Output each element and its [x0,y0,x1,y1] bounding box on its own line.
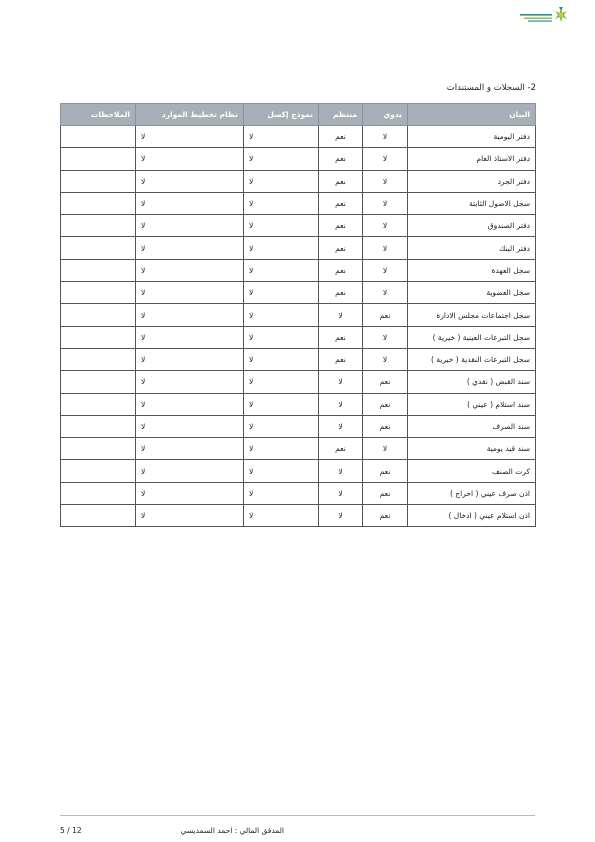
cell-regular: نعم [319,148,363,170]
footer-auditor: المدقق المالي : احمد السمديسي [180,826,284,835]
cell-notes [61,348,136,370]
cell-manual: لا [363,170,408,192]
cell-excel: لا [244,170,319,192]
cell-excel: لا [244,237,319,259]
cell-notes [61,393,136,415]
cell-regular: نعم [319,215,363,237]
cell-notes [61,148,136,170]
cell-item: سجل التبرعات العينية ( خيرية ) [408,326,536,348]
cell-erp: لا [136,326,244,348]
cell-regular: لا [319,371,363,393]
cell-item: سند قيد يومية [408,438,536,460]
cell-manual: نعم [363,304,408,326]
cell-item: سجل اجتماعات مجلس الادارة [408,304,536,326]
cell-manual: نعم [363,460,408,482]
cell-notes [61,371,136,393]
ministry-logo-icon [518,6,570,28]
cell-item: دفتر الصندوق [408,215,536,237]
cell-regular: نعم [319,192,363,214]
cell-erp: لا [136,126,244,148]
cell-item: دفتر البنك [408,237,536,259]
table-row [61,259,536,281]
table-row [61,348,536,370]
cell-item: سجل الاصول الثابتة [408,192,536,214]
cell-excel: لا [244,460,319,482]
cell-erp: لا [136,348,244,370]
table-row [61,170,536,192]
cell-manual: نعم [363,505,408,527]
table-row [61,371,536,393]
table-row [61,282,536,304]
cell-item: اذن استلام عيني ( ادخال ) [408,505,536,527]
cell-notes [61,326,136,348]
cell-excel: لا [244,482,319,504]
table-row [61,482,536,504]
cell-excel: لا [244,348,319,370]
cell-regular: لا [319,415,363,437]
cell-regular: نعم [319,170,363,192]
table-row [61,505,536,527]
cell-item: اذن صرف عيني ( اخراج ) [408,482,536,504]
table-row [61,460,536,482]
cell-manual: لا [363,438,408,460]
header-erp: نظام تخطيط الموارد [136,104,244,126]
cell-erp: لا [136,393,244,415]
cell-excel: لا [244,215,319,237]
cell-item: سند الصرف [408,415,536,437]
cell-excel: لا [244,282,319,304]
cell-regular: نعم [319,282,363,304]
header-excel: نموذج إكسل [244,104,319,126]
cell-manual: لا [363,326,408,348]
cell-excel: لا [244,148,319,170]
cell-regular: نعم [319,438,363,460]
header-manual: يدوي [363,104,408,126]
table-row [61,237,536,259]
table-row [61,326,536,348]
cell-notes [61,170,136,192]
cell-erp: لا [136,371,244,393]
cell-manual: لا [363,126,408,148]
cell-regular: نعم [319,326,363,348]
table-header-row [61,104,536,126]
cell-manual: لا [363,192,408,214]
cell-excel: لا [244,126,319,148]
cell-notes [61,259,136,281]
table-row [61,126,536,148]
cell-regular: لا [319,460,363,482]
cell-item: كرت الصنف [408,460,536,482]
cell-excel: لا [244,192,319,214]
cell-regular: لا [319,304,363,326]
cell-manual: لا [363,348,408,370]
cell-excel: لا [244,505,319,527]
cell-regular: لا [319,505,363,527]
cell-erp: لا [136,215,244,237]
cell-item: سجل العضوية [408,282,536,304]
cell-regular: لا [319,393,363,415]
header-item: البيان [408,104,536,126]
cell-erp: لا [136,259,244,281]
cell-notes [61,237,136,259]
cell-manual: نعم [363,393,408,415]
cell-notes [61,304,136,326]
cell-excel: لا [244,415,319,437]
page-number: 5 / 12 [60,826,82,835]
cell-notes [61,460,136,482]
records-table [60,103,536,527]
cell-erp: لا [136,192,244,214]
cell-notes [61,415,136,437]
cell-regular: نعم [319,348,363,370]
cell-notes [61,215,136,237]
cell-notes [61,438,136,460]
table-row [61,393,536,415]
cell-item: سند استلام ( عيني ) [408,393,536,415]
footer-divider [60,815,535,816]
cell-item: سجل التبرعات النقدية ( خيرية ) [408,348,536,370]
cell-erp: لا [136,148,244,170]
cell-erp: لا [136,505,244,527]
table-row [61,415,536,437]
section-title: 2- السجلات و المستندات [446,83,536,93]
cell-erp: لا [136,304,244,326]
cell-manual: نعم [363,482,408,504]
table-row [61,192,536,214]
cell-notes [61,282,136,304]
cell-erp: لا [136,237,244,259]
cell-erp: لا [136,282,244,304]
cell-manual: لا [363,237,408,259]
cell-notes [61,126,136,148]
cell-item: سجل العهدة [408,259,536,281]
cell-regular: نعم [319,126,363,148]
cell-excel: لا [244,438,319,460]
cell-manual: لا [363,282,408,304]
cell-manual: نعم [363,371,408,393]
cell-notes [61,505,136,527]
cell-erp: لا [136,482,244,504]
cell-item: دفتر اليومية [408,126,536,148]
cell-item: سند القبض ( نقدي ) [408,371,536,393]
cell-regular: نعم [319,237,363,259]
cell-excel: لا [244,304,319,326]
cell-manual: لا [363,148,408,170]
header-regular: منتظم [319,104,363,126]
table-row [61,148,536,170]
cell-regular: نعم [319,259,363,281]
cell-notes [61,482,136,504]
cell-erp: لا [136,460,244,482]
header-notes: الملاحظات [61,104,136,126]
cell-excel: لا [244,371,319,393]
cell-erp: لا [136,170,244,192]
cell-manual: لا [363,259,408,281]
table-row [61,438,536,460]
cell-notes [61,192,136,214]
table-row [61,304,536,326]
cell-manual: لا [363,215,408,237]
cell-erp: لا [136,438,244,460]
cell-excel: لا [244,259,319,281]
cell-excel: لا [244,393,319,415]
cell-excel: لا [244,326,319,348]
cell-item: دفتر الاستاذ العام [408,148,536,170]
cell-erp: لا [136,415,244,437]
cell-item: دفتر الجرد [408,170,536,192]
table-row [61,215,536,237]
cell-regular: لا [319,482,363,504]
cell-manual: نعم [363,415,408,437]
